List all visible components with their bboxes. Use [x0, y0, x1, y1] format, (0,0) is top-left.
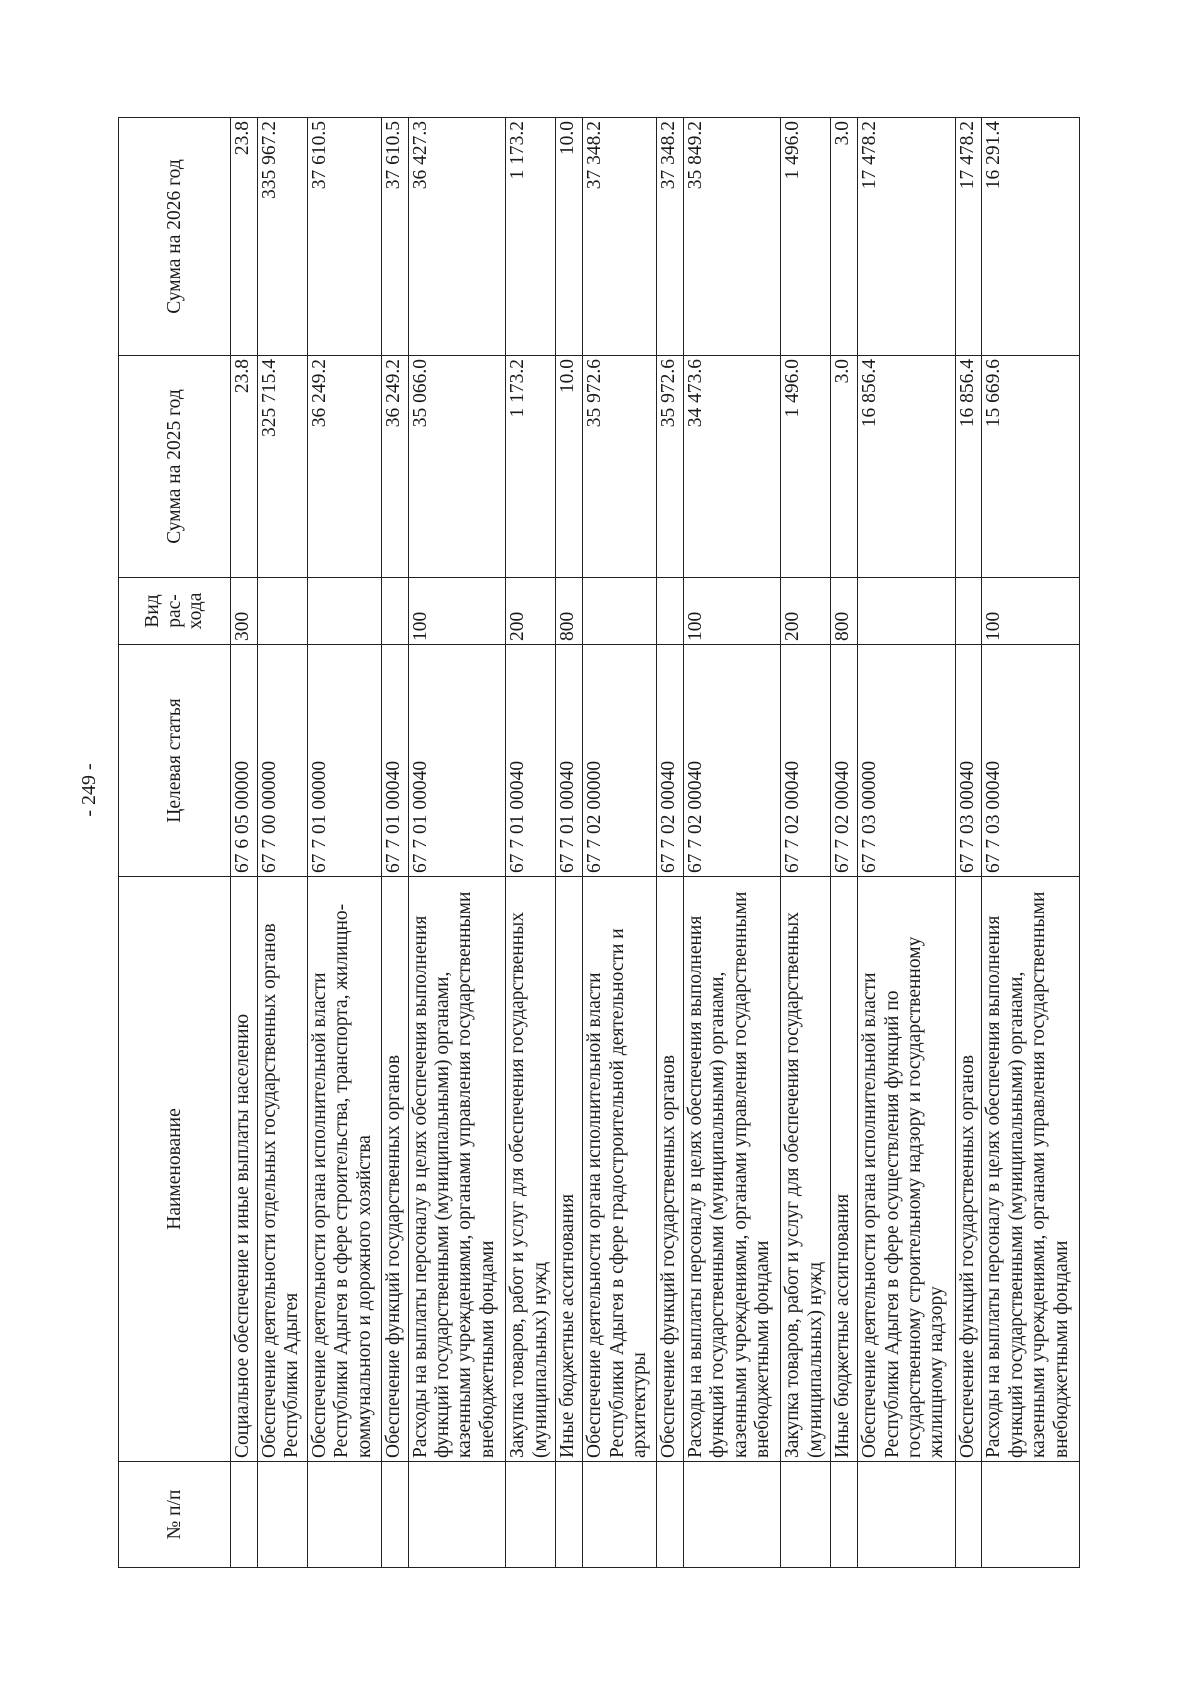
row-name: Иные бюджетные ассигнования: [831, 877, 858, 1462]
row-expense-type: 800: [556, 578, 583, 645]
table-row: [781, 118, 831, 1568]
row-classification: 67 7 01 00040: [381, 645, 408, 877]
row-name: Обеспечение деятельности органа исполнительной власти Республики Адыгея в сфере градостроительной деятельности и архитектуры: [583, 877, 657, 1462]
row-name: Обеспечение функций государственных органов: [381, 877, 408, 1462]
row-num: [683, 1462, 780, 1568]
row-sum-2025: 1 173.2: [506, 356, 556, 578]
row-sum-2026: 36 427.3: [408, 118, 505, 356]
row-sum-2026: 10.0: [556, 118, 583, 356]
table-row: [408, 118, 505, 1568]
row-sum-2026: 37 610.5: [308, 118, 382, 356]
row-sum-2026: 37 348.2: [657, 118, 684, 356]
row-classification: 67 7 02 00040: [831, 645, 858, 877]
row-sum-2025: 325 715.4: [257, 356, 307, 578]
row-sum-2025: 35 066.0: [408, 356, 505, 578]
header-name: Наименование: [119, 877, 231, 1462]
row-num: [556, 1462, 583, 1568]
row-sum-2025: 34 473.6: [683, 356, 780, 578]
table-row: [831, 118, 858, 1568]
row-classification: 67 7 01 00040: [506, 645, 556, 877]
row-expense-type: 800: [831, 578, 858, 645]
table-row: [506, 118, 556, 1568]
row-name: Обеспечение деятельности отдельных государственных органов Республики Адыгея: [257, 877, 307, 1462]
table-row: [858, 118, 955, 1568]
row-expense-type: [257, 578, 307, 645]
row-classification: 67 6 05 00000: [231, 645, 258, 877]
row-expense-type: [657, 578, 684, 645]
row-classification: 67 7 01 00040: [556, 645, 583, 877]
row-classification: 67 7 00 00000: [257, 645, 307, 877]
row-num: [231, 1462, 258, 1568]
row-sum-2026: 1 173.2: [506, 118, 556, 356]
row-sum-2025: 16 856.4: [955, 356, 982, 578]
row-sum-2026: 1 496.0: [781, 118, 831, 356]
row-sum-2025: 1 496.0: [781, 356, 831, 578]
row-num: [381, 1462, 408, 1568]
row-sum-2026: 16 291.4: [982, 118, 1080, 356]
table-row: [257, 118, 307, 1568]
row-name: Расходы на выплаты персоналу в целях обеспечения выполнения функций государственными (муниципальными) органами, казенными учреждениями, органами управления государственными внебюджетными фондами: [982, 877, 1080, 1462]
table-row: [556, 118, 583, 1568]
row-name: Обеспечение функций государственных органов: [657, 877, 684, 1462]
row-name: Обеспечение функций государственных органов: [955, 877, 982, 1462]
row-sum-2026: 37 348.2: [583, 118, 657, 356]
table-row: [982, 118, 1080, 1568]
row-num: [257, 1462, 307, 1568]
row-expense-type: [955, 578, 982, 645]
row-classification: 67 7 01 00040: [408, 645, 505, 877]
row-num: [781, 1462, 831, 1568]
row-expense-type: 100: [982, 578, 1080, 645]
row-num: [955, 1462, 982, 1568]
row-sum-2025: 3.0: [831, 356, 858, 578]
row-sum-2026: 35 849.2: [683, 118, 780, 356]
row-expense-type: 200: [781, 578, 831, 645]
row-sum-2026: 23.8: [231, 118, 258, 356]
row-name: Закупка товаров, работ и услуг для обеспечения государственных (муниципальных) нужд: [781, 877, 831, 1462]
table-row: [583, 118, 657, 1568]
row-name: Обеспечение деятельности органа исполнительной власти Республики Адыгея в сфере строительства, транспорта, жилищно-коммунального и дорожного хозяйства: [308, 877, 382, 1462]
row-classification: 67 7 03 00040: [955, 645, 982, 877]
row-expense-type: 200: [506, 578, 556, 645]
table-row: [308, 118, 382, 1568]
row-sum-2026: 17 478.2: [955, 118, 982, 356]
row-expense-type: [308, 578, 382, 645]
table-row: [955, 118, 982, 1568]
row-expense-type: [858, 578, 955, 645]
row-classification: 67 7 02 00040: [683, 645, 780, 877]
table-header-row: [119, 118, 231, 1568]
row-num: [408, 1462, 505, 1568]
row-classification: 67 7 02 00000: [583, 645, 657, 877]
header-expense-type: Вид рас- хода: [119, 578, 231, 645]
row-expense-type: 100: [408, 578, 505, 645]
rotated-table-container: [118, 118, 1080, 1568]
row-sum-2025: 36 249.2: [381, 356, 408, 578]
header-classification: Целевая статья: [119, 645, 231, 877]
row-sum-2025: 23.8: [231, 356, 258, 578]
row-num: [583, 1462, 657, 1568]
row-classification: 67 7 01 00000: [308, 645, 382, 877]
row-sum-2025: 35 972.6: [657, 356, 684, 578]
row-name: Закупка товаров, работ и услуг для обеспечения государственных (муниципальных) нужд: [506, 877, 556, 1462]
row-name: Расходы на выплаты персоналу в целях обеспечения выполнения функций государственными (муниципальными) органами, казенными учреждениями, органами управления государственными внебюджетными фондами: [408, 877, 505, 1462]
table-row: [683, 118, 780, 1568]
row-sum-2025: 36 249.2: [308, 356, 382, 578]
header-sum-2025: Сумма на 2025 год: [119, 356, 231, 578]
row-expense-type: 100: [683, 578, 780, 645]
row-num: [982, 1462, 1080, 1568]
row-sum-2025: 16 856.4: [858, 356, 955, 578]
row-sum-2025: 15 669.6: [982, 356, 1080, 578]
table-row: [381, 118, 408, 1568]
row-sum-2026: 335 967.2: [257, 118, 307, 356]
row-num: [858, 1462, 955, 1568]
table-row: [657, 118, 684, 1568]
row-num: [831, 1462, 858, 1568]
row-expense-type: [381, 578, 408, 645]
row-num: [657, 1462, 684, 1568]
row-classification: 67 7 02 00040: [781, 645, 831, 877]
row-sum-2026: 37 610.5: [381, 118, 408, 356]
row-sum-2025: 10.0: [556, 356, 583, 578]
row-name: Социальное обеспечение и иные выплаты населению: [231, 877, 258, 1462]
header-sum-2026: Сумма на 2026 год: [119, 118, 231, 356]
row-sum-2026: 17 478.2: [858, 118, 955, 356]
row-sum-2026: 3.0: [831, 118, 858, 356]
table-row: [231, 118, 258, 1568]
row-expense-type: 300: [231, 578, 258, 645]
row-sum-2025: 35 972.6: [583, 356, 657, 578]
row-num: [506, 1462, 556, 1568]
budget-table: [118, 117, 1080, 1568]
row-name: Расходы на выплаты персоналу в целях обеспечения выполнения функций государственными (муниципальными) органами, казенными учреждениями, органами управления государственными внебюджетными фондами: [683, 877, 780, 1462]
row-classification: 67 7 03 00000: [858, 645, 955, 877]
row-name: Обеспечение деятельности органа исполнительной власти Республики Адыгея в сфере осуществления функций по государственному строительному надзору и государственному жилищному надзору: [858, 877, 955, 1462]
row-num: [308, 1462, 382, 1568]
header-num: № п/п: [119, 1462, 231, 1568]
row-classification: 67 7 03 00040: [982, 645, 1080, 877]
row-name: Иные бюджетные ассигнования: [556, 877, 583, 1462]
row-expense-type: [583, 578, 657, 645]
row-classification: 67 7 02 00040: [657, 645, 684, 877]
page-number: - 249 -: [78, 763, 100, 817]
